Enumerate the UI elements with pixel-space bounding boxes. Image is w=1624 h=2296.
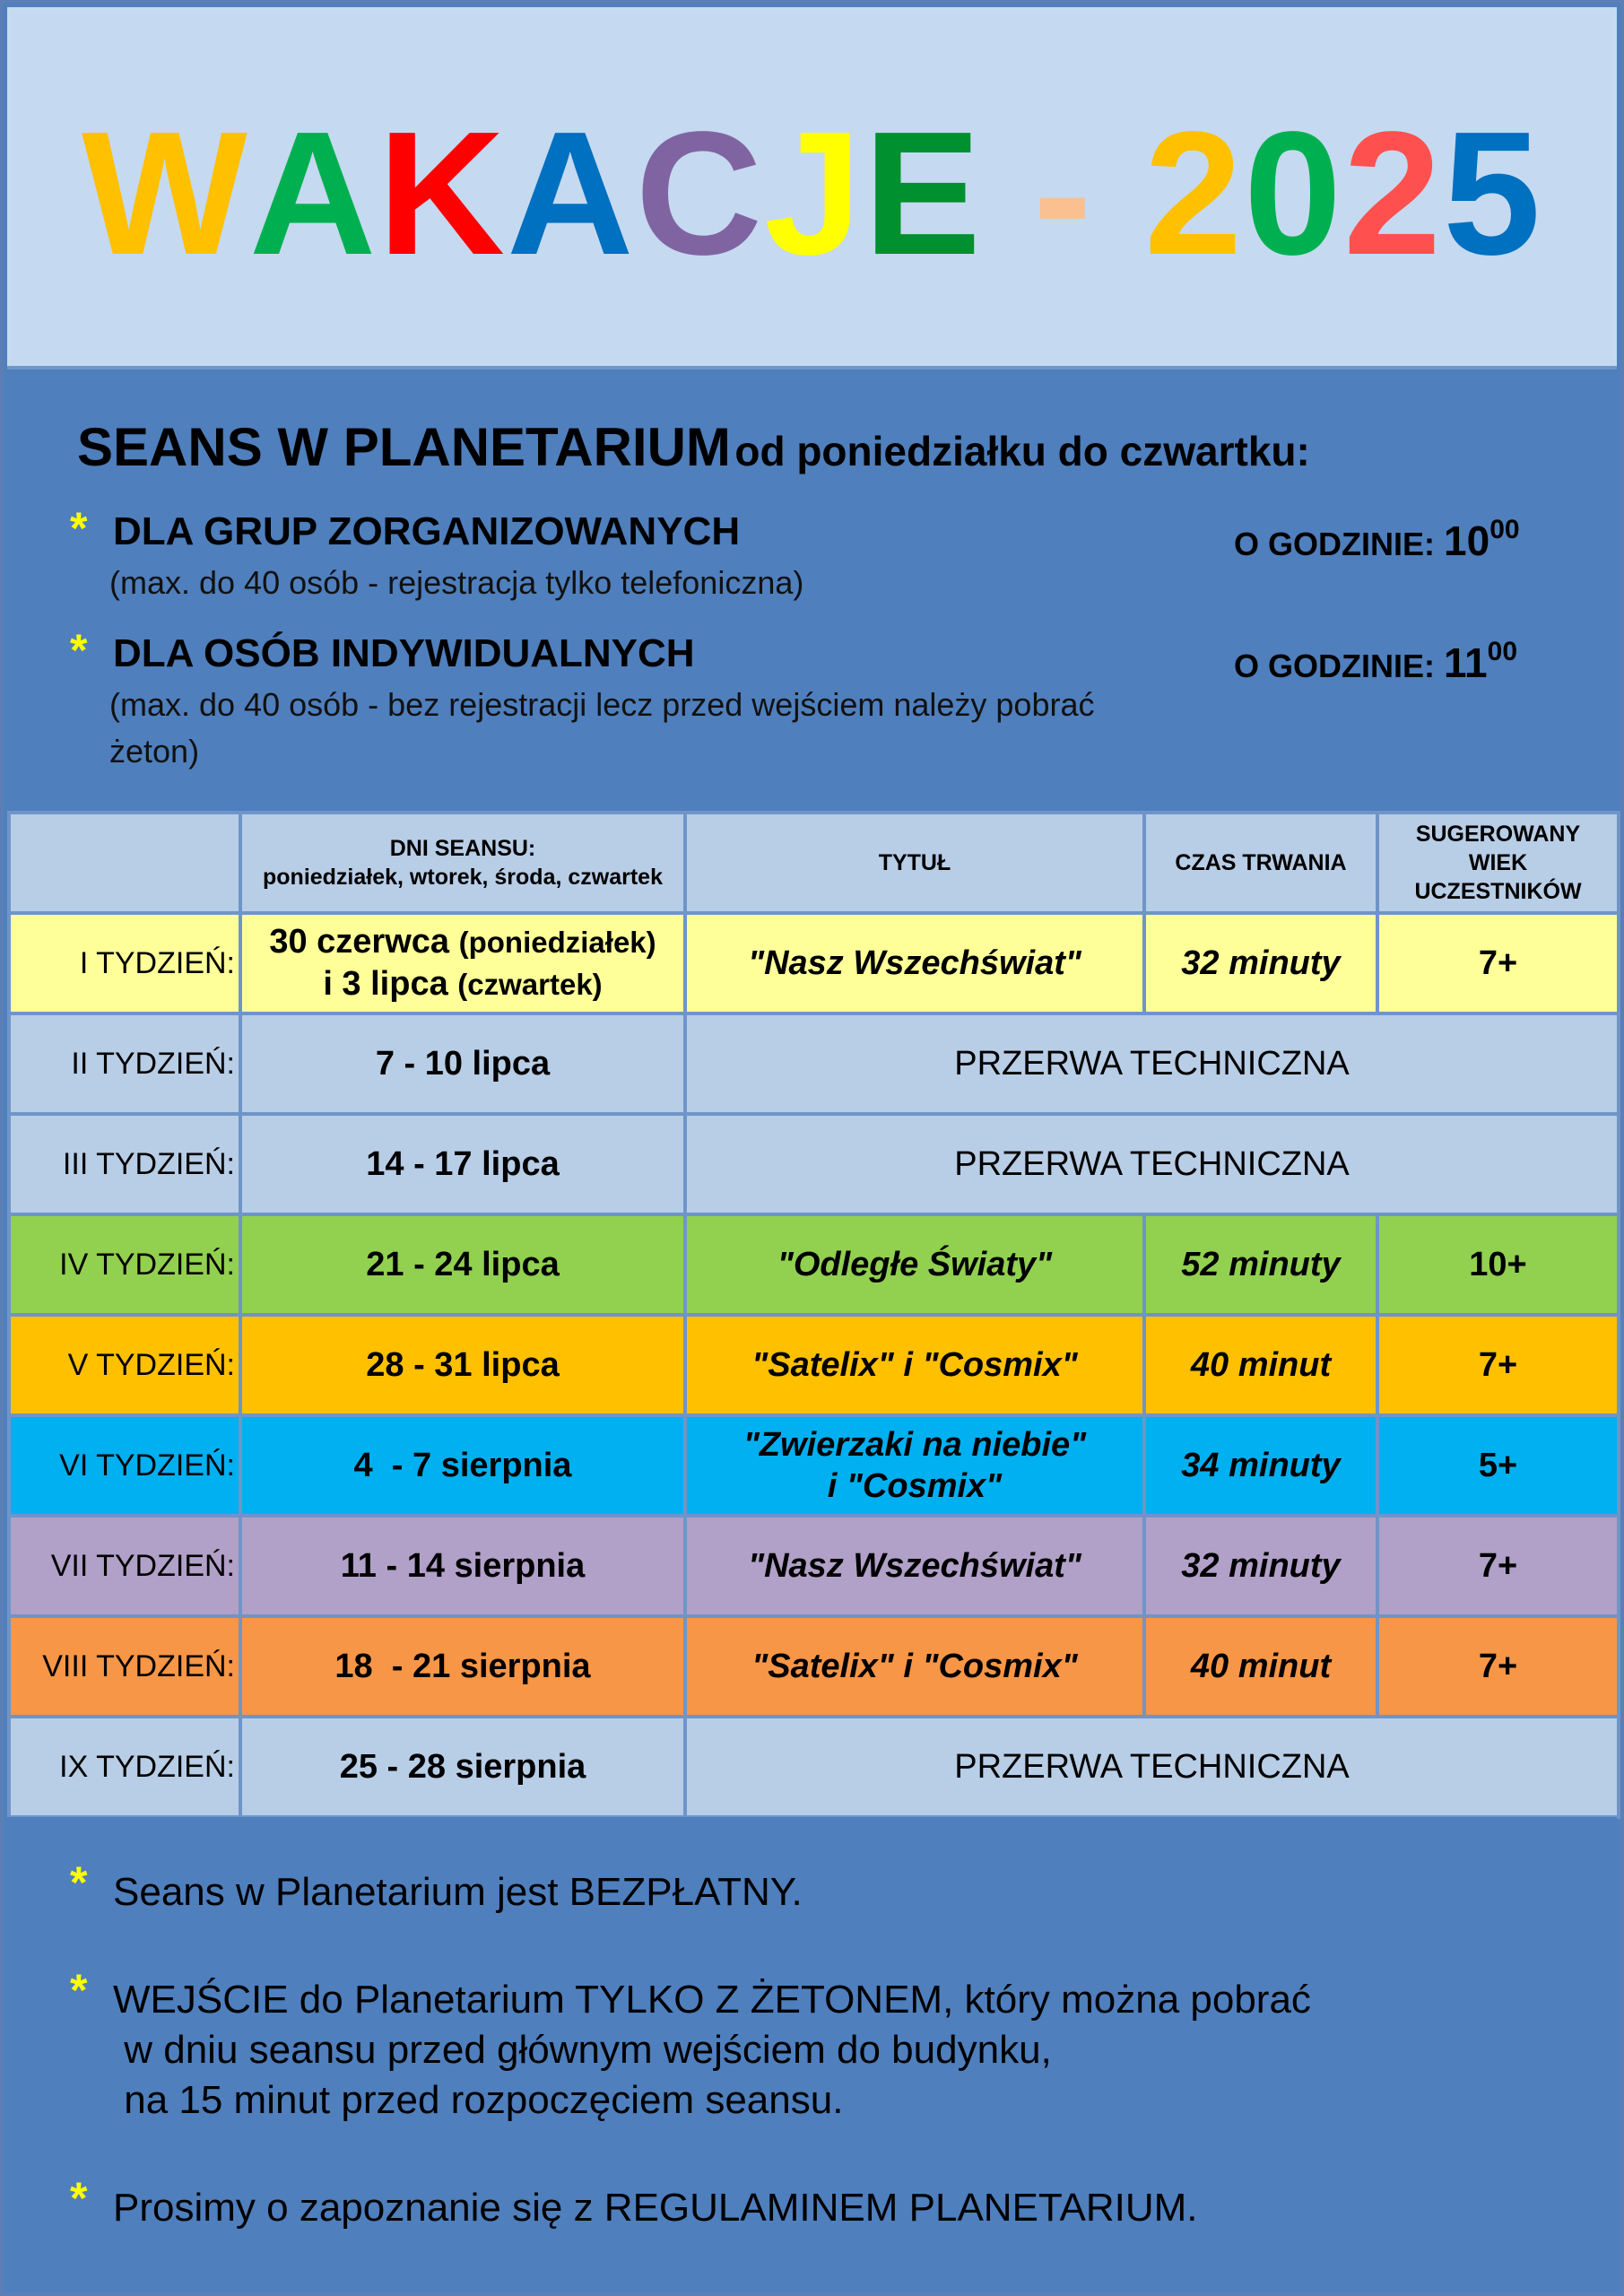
seans-heading-rest: od poniedziałku do czwartku: <box>734 428 1310 474</box>
time-minutes: 00 <box>1489 515 1520 544</box>
table-row <box>9 1315 1619 1415</box>
title-cell: "Satelix" i "Cosmix" <box>685 1315 1144 1415</box>
bullet-star-icon: * <box>70 625 88 675</box>
time-label: O GODZINIE: <box>1234 648 1435 684</box>
title-letter: 0 <box>1244 95 1344 291</box>
title-letter: 5 <box>1443 95 1543 291</box>
poster-title <box>7 95 1617 291</box>
break-cell: PRZERWA TECHNICZNA <box>685 1013 1619 1114</box>
age-cell: 7+ <box>1377 913 1619 1013</box>
table-header-row <box>9 813 1619 913</box>
title-line: i "Cosmix" <box>827 1467 1003 1505</box>
age-cell: 7+ <box>1377 1315 1619 1415</box>
dates-cell: 4 - 7 sierpnia <box>240 1415 685 1516</box>
title-letter: K <box>378 95 507 291</box>
table-row <box>9 1013 1619 1114</box>
title-letter: W <box>81 95 249 291</box>
dates-cell: 18 - 21 sierpnia <box>240 1616 685 1717</box>
table-row <box>9 1415 1619 1516</box>
header-age-line: WIEK <box>1468 850 1528 875</box>
title-letter: C <box>635 95 765 291</box>
header-days <box>240 813 685 913</box>
date-day: (czwartek) <box>457 968 603 1001</box>
bullet-star-icon: * <box>70 503 88 553</box>
note-rules <box>113 2183 1584 2233</box>
note-free <box>113 1867 1584 1918</box>
table-row <box>9 1214 1619 1315</box>
age-cell: 7+ <box>1377 1516 1619 1616</box>
group-note: (max. do 40 osób - bez rejestracji lecz przed wejściem należy pobrać żeton) <box>109 686 1095 770</box>
title-cell: "Nasz Wszechświat" <box>685 913 1144 1013</box>
table-row <box>9 1114 1619 1214</box>
title-dash: - <box>982 95 1145 291</box>
dates-cell: 21 - 24 lipca <box>240 1214 685 1315</box>
week-cell: I TYDZIEŃ: <box>9 913 240 1013</box>
dates-cell: 11 - 14 sierpnia <box>240 1516 685 1616</box>
title-letter: J <box>764 95 864 291</box>
date-line <box>242 921 683 963</box>
note-line: Seans w Planetarium jest BEZPŁATNY. <box>113 1870 803 1914</box>
duration-cell: 40 minut <box>1144 1616 1377 1717</box>
time-hour: 10 <box>1444 517 1490 564</box>
week-cell: VIII TYDZIEŃ: <box>9 1616 240 1717</box>
header-age-line: UCZESTNIKÓW <box>1414 879 1582 904</box>
title-cell: "Nasz Wszechświat" <box>685 1516 1144 1616</box>
title-letter: A <box>248 95 378 291</box>
header-days-line: DNI SEANSU: <box>389 836 536 861</box>
table-row <box>9 913 1619 1013</box>
seans-heading-bold: SEANS W PLANETARIUM <box>77 417 731 477</box>
week-cell: IX TYDZIEŃ: <box>9 1717 240 1817</box>
date-text: 30 czerwca <box>269 923 450 961</box>
dates-cell: 7 - 10 lipca <box>240 1013 685 1114</box>
footer-notes <box>7 1817 1617 2292</box>
table-row <box>9 1616 1619 1717</box>
duration-cell: 34 minuty <box>1144 1415 1377 1516</box>
bullet-star-icon: * <box>70 1857 88 1908</box>
date-day: (poniedziałek) <box>458 926 656 959</box>
note-line: na 15 minut przed rozpoczęciem seansu. <box>113 2078 844 2122</box>
header-age <box>1377 813 1619 913</box>
group-time <box>1234 517 1520 565</box>
bullet-star-icon: * <box>70 2173 88 2223</box>
break-cell: PRZERWA TECHNICZNA <box>685 1114 1619 1214</box>
info-section <box>7 373 1617 811</box>
time-minutes: 00 <box>1487 637 1518 666</box>
bullet-star-icon: * <box>70 1965 88 2015</box>
break-cell: PRZERWA TECHNICZNA <box>685 1717 1619 1817</box>
table-row <box>9 1516 1619 1616</box>
table-row <box>9 1717 1619 1817</box>
note-line: w dniu seansu przed głównym wejściem do budynku, <box>113 2028 1052 2072</box>
duration-cell: 32 minuty <box>1144 913 1377 1013</box>
header-duration: CZAS TRWANIA <box>1144 813 1377 913</box>
title-cell: "Satelix" i "Cosmix" <box>685 1616 1144 1717</box>
duration-cell: 52 minuty <box>1144 1214 1377 1315</box>
header-age-line: SUGEROWANY <box>1415 822 1581 847</box>
week-cell: VII TYDZIEŃ: <box>9 1516 240 1616</box>
time-label: O GODZINIE: <box>1234 526 1435 562</box>
week-cell: VI TYDZIEŃ: <box>9 1415 240 1516</box>
group-time <box>1234 639 1517 687</box>
age-cell: 5+ <box>1377 1415 1619 1516</box>
dates-cell: 14 - 17 lipca <box>240 1114 685 1214</box>
header-week <box>9 813 240 913</box>
group-note: (max. do 40 osób - rejestracja tylko telefoniczna) <box>109 564 804 601</box>
week-cell: IV TYDZIEŃ: <box>9 1214 240 1315</box>
dates-cell <box>240 913 685 1013</box>
title-letter: A <box>507 95 636 291</box>
dates-cell: 25 - 28 sierpnia <box>240 1717 685 1817</box>
header-days-line: poniedziałek, wtorek, środa, czwartek <box>263 865 663 890</box>
group-title: DLA OSÓB INDYWIDUALNYCH <box>113 631 695 675</box>
header-title: TYTUŁ <box>685 813 1144 913</box>
title-cell: "Odległe Światy" <box>685 1214 1144 1315</box>
title-line: "Zwierzaki na niebie" <box>743 1426 1087 1464</box>
note-line: WEJŚCIE do Planetarium TYLKO Z ŻETONEM, który można pobrać <box>113 1978 1311 2022</box>
week-cell: V TYDZIEŃ: <box>9 1315 240 1415</box>
date-text: i 3 lipca <box>323 965 448 1003</box>
title-letter: E <box>864 95 983 291</box>
header <box>7 7 1617 370</box>
note-line: Prosimy o zapoznanie się z REGULAMINEM PLANETARIUM. <box>113 2186 1198 2230</box>
date-line <box>242 963 683 1005</box>
title-letter: 2 <box>1343 95 1444 291</box>
title-letter: 2 <box>1144 95 1245 291</box>
dates-cell: 28 - 31 lipca <box>240 1315 685 1415</box>
note-entry <box>113 1975 1584 2126</box>
time-hour: 11 <box>1444 639 1488 686</box>
schedule-table <box>7 811 1620 1819</box>
duration-cell: 32 minuty <box>1144 1516 1377 1616</box>
week-cell: III TYDZIEŃ: <box>9 1114 240 1214</box>
title-cell <box>685 1415 1144 1516</box>
week-cell: II TYDZIEŃ: <box>9 1013 240 1114</box>
age-cell: 10+ <box>1377 1214 1619 1315</box>
group-title: DLA GRUP ZORGANIZOWANYCH <box>113 509 741 553</box>
duration-cell: 40 minut <box>1144 1315 1377 1415</box>
seans-heading <box>77 416 1310 478</box>
age-cell: 7+ <box>1377 1616 1619 1717</box>
